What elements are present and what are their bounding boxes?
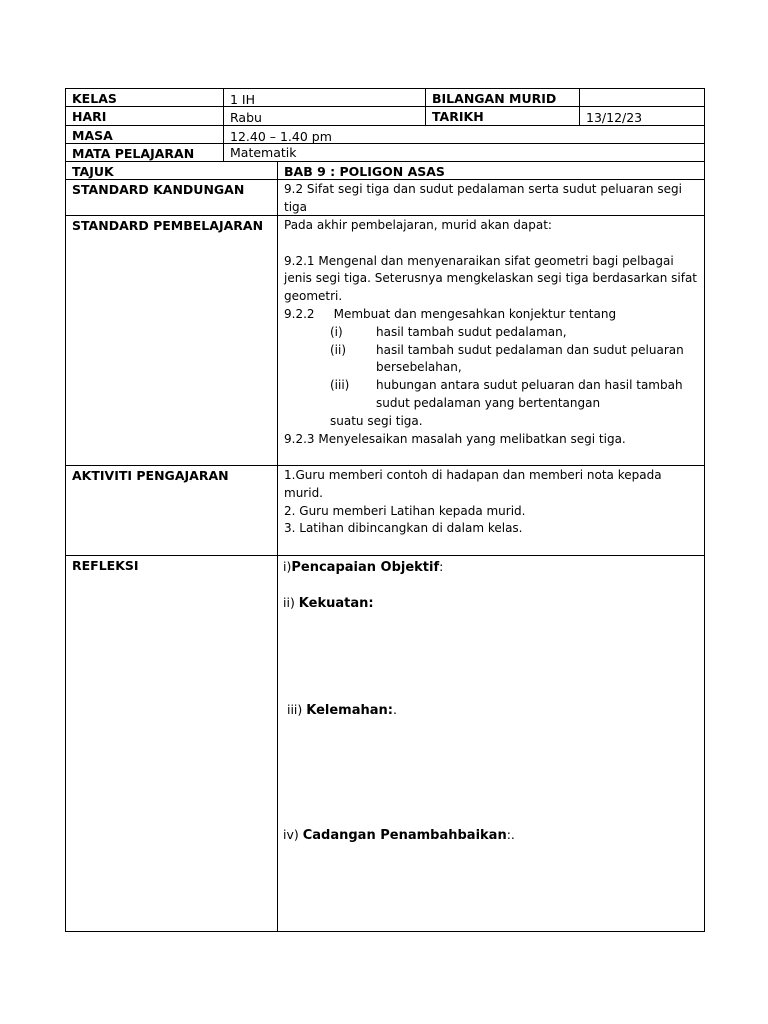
row-standard-pembelajaran (65, 216, 705, 466)
sp-sub-text: hasil tambah sudut pedalaman dan sudut peluaran bersebelahan, (376, 342, 684, 375)
kelas-value: 1 IH (223, 89, 425, 106)
sp-sub-text: hasil tambah sudut pedalaman, (376, 324, 567, 339)
sp-item-3: 9.2.3 Menyelesaikan masalah yang melibatkan segi tiga. (284, 431, 626, 446)
tarikh-label: TARIKH (425, 107, 579, 125)
hari-value: Rabu (223, 107, 425, 125)
aktiviti-line: 1.Guru memberi contoh di hadapan dan memberi nota kepada murid. (284, 468, 662, 500)
tajuk-value: BAB 9 : POLIGON ASAS (277, 162, 704, 179)
bilangan-murid-label: BILANGAN MURID (425, 89, 579, 106)
sp-intro: Pada akhir pembelajaran, murid akan dapat: (284, 218, 552, 232)
hari-label: HARI (72, 109, 107, 124)
refleksi-kekuatan-title: Kekuatan: (298, 596, 374, 611)
kelas-label: KELAS (72, 91, 117, 106)
aktiviti-label: AKTIVITI PENGAJARAN (72, 468, 229, 483)
standard-pembelajaran-label: STANDARD PEMBELAJARAN (72, 218, 264, 233)
aktiviti-content (277, 466, 704, 555)
aktiviti-line: 2. Guru memberi Latihan kepada murid. (284, 503, 526, 518)
tarikh-value: 13/12/23 (579, 107, 704, 125)
sp-sub-num: (ii) (330, 342, 347, 357)
mata-pelajaran-label: MATA PELAJARAN (72, 146, 195, 161)
sp-sub-num: (iii) (330, 378, 350, 393)
refleksi-kekuatan: ii) Kekuatan: (283, 595, 374, 611)
sp-item-2: 9.2.2 Membuat dan mengesahkan konjektur tentang (284, 306, 617, 321)
aktiviti-line: 3. Latihan dibincangkan di dalam kelas. (284, 521, 523, 536)
row-masa (65, 126, 705, 144)
sp-sub-num: (i) (330, 324, 343, 339)
row-kelas (65, 88, 705, 107)
sp-sub-text: hubungan antara sudut peluaran dan hasil tambah sudut pedalaman yang bertentangan (376, 378, 683, 410)
mata-pelajaran-value: Matematik (223, 144, 704, 161)
standard-kandungan-value: 9.2 Sifat segi tiga dan sudut pedalaman serta sudut peluaran segi tiga (277, 180, 704, 215)
standard-kandungan-label: STANDARD KANDUNGAN (72, 182, 245, 197)
sp-sub-item (284, 377, 698, 413)
sp-tail: suatu segi tiga. (330, 413, 423, 428)
refleksi-kelemahan-title: Kelemahan: (306, 703, 393, 718)
tajuk-label: TAJUK (72, 164, 114, 179)
masa-label: MASA (72, 128, 113, 143)
bilangan-murid-value (579, 89, 704, 106)
refleksi-label: REFLEKSI (72, 558, 139, 573)
refleksi-cadangan: iv) Cadangan Penambahbaikan:. (283, 827, 515, 843)
row-standard-kandungan (65, 180, 705, 216)
row-aktiviti-pengajaran (65, 466, 705, 556)
row-hari (65, 107, 705, 126)
sp-item-1: 9.2.1 Mengenal dan menyenaraikan sifat geometri bagi pelbagai jenis segi tiga. Seterusnya mengkelaskan segi tiga berdasarkan sifat geometri. (284, 253, 698, 304)
lesson-plan-table (65, 88, 705, 932)
sp-sub-item (284, 324, 698, 342)
refleksi-cadangan-title: Cadangan Penambahbaikan (302, 828, 507, 843)
refleksi-pencapaian: i)Pencapaian Objektif: (283, 559, 444, 575)
standard-pembelajaran-content (277, 216, 704, 465)
refleksi-kelemahan: iii) Kelemahan:. (283, 702, 397, 718)
refleksi-pencapaian-title: Pencapaian Objektif (291, 560, 440, 575)
row-mata-pelajaran (65, 144, 705, 162)
refleksi-content (277, 555, 704, 931)
sp-sub-item (284, 342, 698, 378)
row-refleksi (65, 556, 705, 932)
row-tajuk (65, 162, 705, 180)
masa-value: 12.40 – 1.40 pm (223, 126, 704, 143)
